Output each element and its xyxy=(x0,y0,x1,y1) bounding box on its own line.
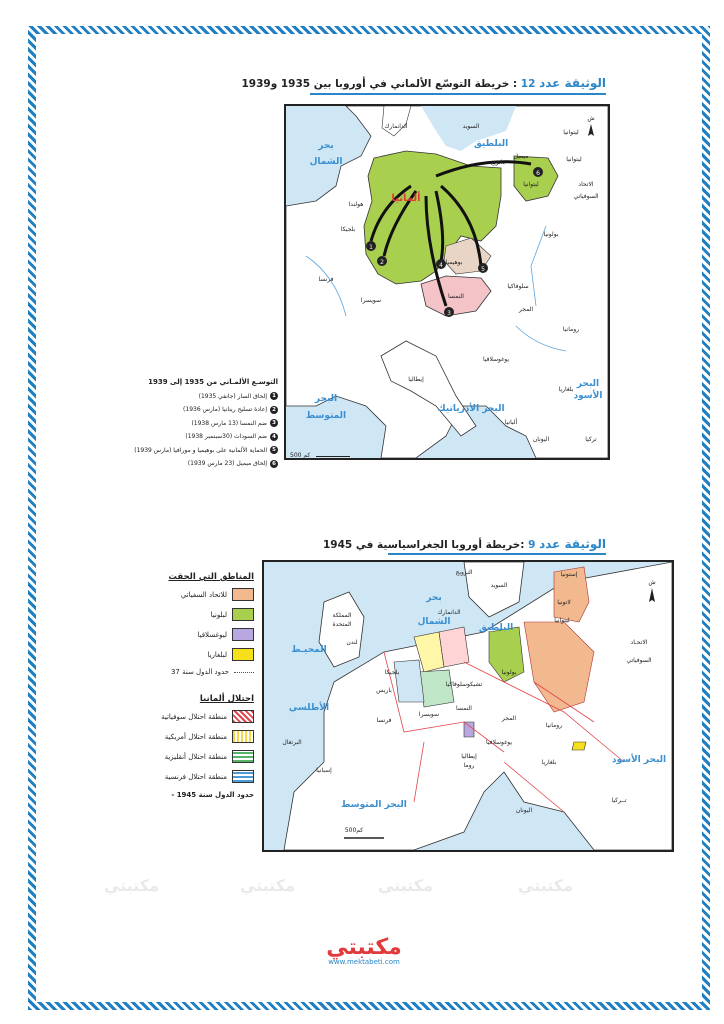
legend-item xyxy=(128,750,254,763)
label-bohemia: بوهيميا xyxy=(445,259,463,266)
watermark: مكتبتي xyxy=(378,876,433,895)
legend-text: إلحاق ميميل (23 مارس 1939) xyxy=(187,460,267,467)
legend-item xyxy=(118,433,278,441)
label-belgium: بلجيكا xyxy=(340,226,356,233)
label-north-sea-2: الشمال xyxy=(309,157,343,167)
legend-text: منطقة احتلال سوفياتية xyxy=(161,712,227,721)
label-baltic: البلطيق xyxy=(478,623,514,633)
border-1937-line xyxy=(234,672,254,673)
label-north-sea-1: بحر xyxy=(318,141,334,151)
doc12-number: 12 xyxy=(520,78,536,90)
logo-name: مكتبتي xyxy=(326,935,402,960)
label-czech: تشيكوسلوفاكيا xyxy=(445,681,483,688)
number-badge: 2 xyxy=(270,406,278,414)
doc12-title-rule xyxy=(310,93,606,95)
doc12-title-text: : خريطة التوسّع الألماني في أوروبا بين 1935 و1939 xyxy=(241,78,518,90)
label-adriatic: البحر الأدرياتيك xyxy=(437,404,505,414)
label-yugoslavia: يوغوسلافيا xyxy=(482,356,510,363)
occ-legend-title: احتلال ألمانيا xyxy=(199,694,254,704)
label-rome: روما xyxy=(463,762,475,769)
doc9-scale-label: 500كم xyxy=(344,827,364,834)
legend-item xyxy=(118,406,278,414)
label-hungary: المجر xyxy=(501,715,517,722)
legend-item xyxy=(118,392,278,400)
doc12-map xyxy=(284,104,610,460)
svg-text:5: 5 xyxy=(481,266,485,273)
label-romania: رومانيا xyxy=(562,326,580,333)
doc12-legend xyxy=(118,378,278,473)
legend-item xyxy=(128,730,254,743)
swatch-soviet-zone xyxy=(232,710,254,723)
label-turkey: تركيا xyxy=(585,436,597,443)
label-med-2: المتوسط xyxy=(305,411,347,421)
label-black: البحر الأسود xyxy=(611,755,667,765)
svg-text:3: 3 xyxy=(447,310,451,317)
label-switzerland: سويسرا xyxy=(418,711,440,718)
doc9-label: الوثيقة عدد xyxy=(539,537,606,551)
legend-text: ضم النمسا (13 مارس 1938) xyxy=(191,419,267,427)
swatch-uk-zone xyxy=(232,750,254,763)
label-latvia: لاتونيا xyxy=(557,599,571,606)
label-lithuania-2: ليتوانيا xyxy=(523,181,539,188)
label-germany: ألمانيا xyxy=(391,193,421,204)
label-italy: إيطاليا xyxy=(408,376,424,383)
label-sweden: السويد xyxy=(462,123,480,130)
svg-text:4: 4 xyxy=(439,262,443,269)
legend-item xyxy=(128,710,254,723)
legend-text: لبلغاريا xyxy=(207,650,227,659)
label-france: فرنسا xyxy=(376,717,392,724)
swatch-poland xyxy=(232,608,254,621)
swatch-yugoslavia xyxy=(232,628,254,641)
legend-item xyxy=(128,791,254,799)
label-north-sea-1: بحر xyxy=(426,593,442,603)
doc12-label: الوثيقة عدد xyxy=(539,76,606,90)
label-hungary: المجر xyxy=(518,306,534,313)
land-scandinavia xyxy=(464,562,524,617)
label-greece: اليونان xyxy=(532,436,550,443)
number-badge: 1 xyxy=(270,392,278,400)
label-uk-1: المملكة xyxy=(332,612,352,619)
region-bulgaria-annex xyxy=(572,742,586,750)
label-spain: إسبانيا xyxy=(316,767,332,774)
legend-text: لبلونيا xyxy=(210,610,227,619)
north-label: ش xyxy=(587,115,595,122)
north-label: ش xyxy=(648,579,656,586)
label-ussr-2: السوفياتي xyxy=(626,657,652,664)
label-north-sea-2: الشمال xyxy=(417,617,451,627)
label-albania: ألبانيا xyxy=(504,419,518,426)
label-austria: النمسا xyxy=(448,293,464,300)
label-black-2: الأسود xyxy=(573,391,603,401)
scale-bar xyxy=(316,456,350,457)
doc12-legend-title: التوسـع الألمـاني من 1935 إلى 1939 xyxy=(148,378,278,386)
zone-fr xyxy=(394,660,424,702)
swatch-bulgaria xyxy=(232,648,254,661)
svg-text:2: 2 xyxy=(380,259,384,266)
legend-text: الحماية الألمانية على بوهيميا و مورافيا (مارس 1939) xyxy=(134,446,267,454)
region-yugoslavia-annex xyxy=(464,722,474,737)
doc12-scale xyxy=(290,452,350,459)
legend-item xyxy=(118,446,278,454)
legend-item xyxy=(128,608,254,621)
doc12-title xyxy=(241,76,606,90)
zone-uk xyxy=(419,670,454,707)
svg-text:1: 1 xyxy=(369,244,373,251)
number-badge: 3 xyxy=(270,419,278,427)
swatch-fr-zone xyxy=(232,770,254,783)
label-france: فرنسا xyxy=(318,276,334,283)
label-netherlands: هولندا xyxy=(348,201,364,208)
doc9-title xyxy=(323,537,606,551)
label-atlantic-1: المحيـط xyxy=(291,645,327,655)
legend-item xyxy=(128,770,254,783)
legend-text: منطقة احتلال أنقليزية xyxy=(164,752,227,761)
label-london: لندن xyxy=(346,639,358,646)
number-badge: 4 xyxy=(270,433,278,441)
label-austria: النمسا xyxy=(456,705,472,712)
doc9-title-rule xyxy=(388,553,606,555)
legend-text: منطقة احتلال فرنسية xyxy=(164,772,227,781)
doc9-map xyxy=(262,560,674,852)
legend-text: ضم السودات (30سبتمبر 1938) xyxy=(185,433,267,440)
number-badge: 6 xyxy=(270,460,278,468)
label-belgium: بلجيكا xyxy=(384,669,400,676)
label-greece: اليونان xyxy=(515,807,533,814)
legend-item xyxy=(118,460,278,468)
label-ussr-1: الاتحـاد xyxy=(630,639,648,646)
label-turkey: تــركيا xyxy=(611,797,627,804)
swatch-us-zone xyxy=(232,730,254,743)
label-paris: باريس xyxy=(376,687,392,694)
label-latvia: ليتوانيا xyxy=(566,156,582,163)
label-black-1: البحر xyxy=(576,379,600,389)
label-poland: بولونيا xyxy=(501,669,517,676)
scale-label: 500 كم xyxy=(290,452,311,459)
legend-text: منطقة احتلال أمريكية xyxy=(164,732,227,741)
number-badge: 5 xyxy=(270,446,278,454)
doc9-legend xyxy=(128,572,254,806)
label-norway: النرويج xyxy=(455,569,473,576)
logo-url: www.mektabeti.com xyxy=(328,958,400,966)
legend-item xyxy=(128,648,254,661)
doc9-map-svg xyxy=(264,562,672,850)
label-med-1: البحر xyxy=(314,394,338,404)
label-italy: إيطاليا xyxy=(461,753,477,760)
label-portugal: البرتغال xyxy=(282,739,302,746)
label-switzerland: سويسرا xyxy=(360,297,382,304)
label-denmark: الدانمارك xyxy=(437,609,461,616)
label-denmark: الدانمارك xyxy=(384,123,408,130)
doc9-number: 9 xyxy=(528,539,536,551)
label-danzig: دانزيغ xyxy=(490,159,506,166)
legend-text: للاتحاد السفياتي xyxy=(180,590,227,599)
label-bulgaria: بلغاريا xyxy=(558,386,574,393)
label-ussr-1: الاتحاد xyxy=(578,181,594,188)
watermark: مكتبتي xyxy=(104,876,159,895)
label-memel: ميميل xyxy=(513,153,529,160)
label-lithuania-1: ليتوانيا xyxy=(563,129,579,136)
doc12-map-svg xyxy=(286,106,608,458)
label-bulgaria: بلغاريا xyxy=(541,759,557,766)
label-med: البحر المتوسط xyxy=(341,800,407,810)
annex-legend-title: المناطق التي الحقت xyxy=(168,572,254,582)
legend-text: إلحاق السار (جانفي 1935) xyxy=(198,392,267,400)
label-estonia: إستونيا xyxy=(560,571,578,578)
label-ussr-2: السوفياتي xyxy=(573,193,599,200)
label-lithuania: ليتوانيا xyxy=(554,617,570,624)
land-uk xyxy=(319,592,364,667)
swatch-ussr xyxy=(232,588,254,601)
label-slovakia: سلوفاكيا xyxy=(507,283,529,290)
site-logo xyxy=(302,935,426,966)
watermark: مكتبتي xyxy=(518,876,573,895)
label-sweden: السويد xyxy=(490,582,508,589)
legend-text: ليوغسلافيا xyxy=(197,630,227,639)
legend-text: حدود الدول سنة 1945 - xyxy=(171,791,254,799)
watermark: مكتبتي xyxy=(240,876,295,895)
label-yugoslavia: يوغوسلافيا xyxy=(485,739,513,746)
legend-item xyxy=(118,419,278,427)
legend-text: إعادة تسليح رينانيا (مارس 1936) xyxy=(183,406,267,413)
legend-text: حدود الدول سنة 37 xyxy=(170,668,229,676)
label-poland: بولونيا xyxy=(543,231,559,238)
doc9-title-text: :خريطة أوروبا الجغراسياسية في 1945 xyxy=(322,539,525,551)
label-romania: رومانيا xyxy=(545,722,563,729)
label-atlantic-2: الأطلسي xyxy=(288,703,330,713)
legend-item xyxy=(128,628,254,641)
legend-item xyxy=(128,588,254,601)
legend-item xyxy=(128,668,254,676)
label-baltic: البلطيق xyxy=(473,139,509,149)
svg-text:6: 6 xyxy=(536,170,540,177)
zone-soviet xyxy=(439,627,469,667)
label-uk-2: المتحدة xyxy=(332,621,352,628)
